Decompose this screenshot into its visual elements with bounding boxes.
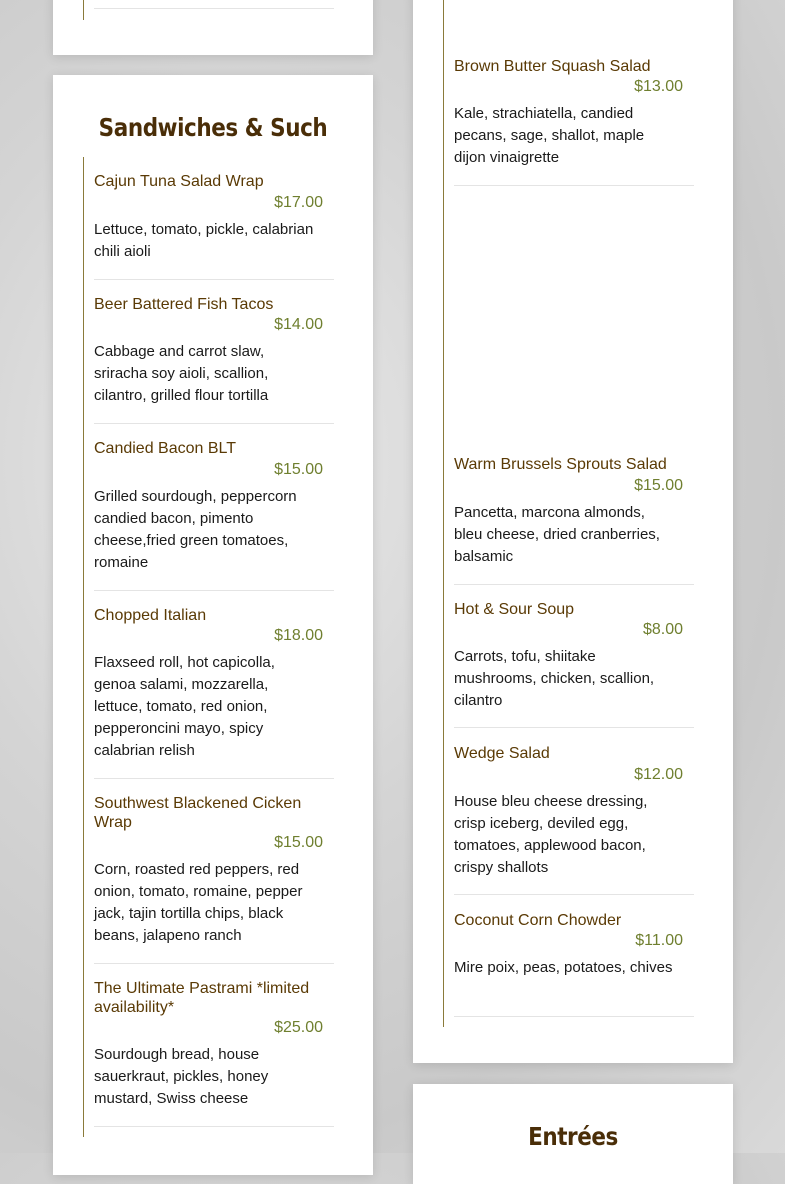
sandwiches-list (94, 75, 344, 1175)
item-description: Corn, roasted red peppers, red onion, tomato, romaine, pepper jack, tajin tortilla chips, black beans, jalapeno ranch (94, 861, 303, 944)
section-rule (443, 0, 444, 1027)
item-price: $14.00 (274, 316, 323, 333)
menu-item[interactable] (454, 743, 694, 895)
item-description: Sourdough bread, house sauerkraut, pickles, honey mustard, Swiss cheese (94, 1046, 269, 1107)
menu-item[interactable] (454, 56, 694, 186)
menu-item[interactable] (94, 605, 334, 779)
item-description: Carrots, tofu, shiitake mushrooms, chicken, scallion, cilantro (454, 648, 655, 709)
item-price: $11.00 (635, 932, 683, 949)
item-description: Mire poix, peas, potatoes, chives (454, 959, 673, 976)
menu-item[interactable] (94, 294, 334, 424)
item-price: $18.00 (274, 627, 323, 644)
menu-item[interactable] (94, 978, 334, 1127)
item-name: Brown Butter Squash Salad (454, 58, 651, 75)
item-name: Cajun Tuna Salad Wrap (94, 173, 264, 190)
menu-item[interactable] (454, 910, 694, 1017)
item-name: Coconut Corn Chowder (454, 912, 622, 929)
item-price: $12.00 (634, 766, 683, 783)
menu-item[interactable] (94, 171, 334, 280)
item-name: Southwest Blackened Cicken Wrap (94, 795, 302, 831)
item-name: Hot & Sour Soup (454, 601, 575, 618)
item-price: $15.00 (274, 461, 323, 478)
menu-item[interactable] (94, 793, 334, 964)
item-name: Beer Battered Fish Tacos (94, 296, 274, 313)
menu-item[interactable] (94, 438, 334, 591)
section-rule (83, 0, 84, 20)
item-name: Candied Bacon BLT (94, 440, 237, 457)
item-price: $17.00 (274, 194, 323, 211)
item-description: Pancetta, marcona almonds, bleu cheese, dried cranberries, balsamic (454, 504, 660, 565)
item-price: $8.00 (642, 621, 683, 638)
item-description: Kale, strachiatella, candied pecans, sage, shallot, maple dijon vinaigrette (454, 105, 645, 166)
previous-section-card (53, 0, 373, 55)
item-price: $13.00 (634, 78, 683, 95)
item-name: Wedge Salad (454, 745, 550, 762)
item-name: The Ultimate Pastrami *limited availability* (94, 980, 310, 1016)
section-title-sandwiches: Sandwiches & Such (98, 113, 328, 142)
salads-card (413, 0, 733, 1063)
item-price: $15.00 (634, 477, 683, 494)
item-description: Lettuce, tomato, pickle, calabrian chili aioli (94, 221, 314, 260)
menu-item[interactable] (454, 454, 694, 585)
section-title-entrees: Entrées (528, 1122, 618, 1151)
item-name: Warm Brussels Sprouts Salad (454, 456, 667, 473)
item-description: Flaxseed roll, hot capicolla, genoa salami, mozzarella, lettuce, tomato, red onion, pepperoncini mayo, spicy calabrian relish (94, 654, 275, 759)
item-price: $25.00 (274, 1019, 323, 1036)
item-description: House bleu cheese dressing, crisp iceberg, deviled egg, tomatoes, applewood bacon, crispy shallots (454, 793, 648, 876)
section-rule (83, 157, 84, 1137)
item-description: Cabbage and carrot slaw, sriracha soy aioli, scallion, cilantro, grilled flour tortilla (94, 343, 269, 404)
item-divider (94, 8, 334, 9)
menu-item[interactable] (454, 599, 694, 728)
item-name: Chopped Italian (94, 607, 207, 624)
salads-list (454, 0, 704, 1063)
entrees-card (413, 1084, 733, 1184)
sandwiches-card (53, 75, 373, 1175)
item-price: $15.00 (274, 834, 323, 851)
item-description: Grilled sourdough, peppercorn candied bacon, pimento cheese,fried green tomatoes, romaine (94, 488, 297, 571)
